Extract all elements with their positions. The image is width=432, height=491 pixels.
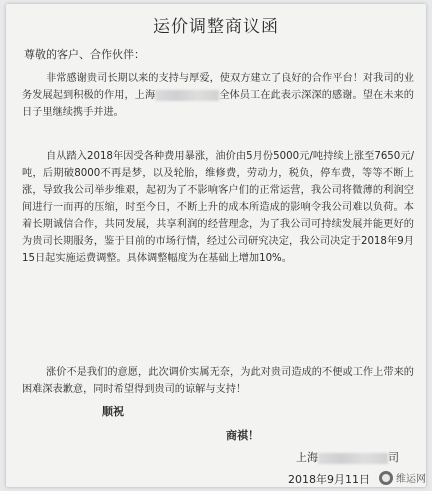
letter-date: 2018年9月11日 xyxy=(288,473,370,486)
closing-regards: 商祺！ xyxy=(226,429,259,442)
greeting: 尊敬的客户、合作伙伴： xyxy=(24,48,145,61)
circle-logo-icon xyxy=(379,471,393,485)
closing-wishes: 顺祝 xyxy=(102,405,124,418)
company-suffix: 司 xyxy=(388,451,399,464)
letter-paper xyxy=(6,4,426,487)
paragraph-apology: 涨价不是我们的意愿，此次调价实属无奈，为此对贵司造成的不便或工作上带来的困难深表歉意，同时希望得到贵司的谅解与支持！ xyxy=(22,367,414,395)
company-prefix: 上海 xyxy=(296,451,318,464)
redacted-company-signature xyxy=(318,453,388,464)
watermark xyxy=(379,470,426,485)
paragraph-thanks-end: 全体员工在此表示深深的感谢。望在未来的日子里继续携手并进。 xyxy=(22,90,414,118)
letter-title: 运价调整商议函 xyxy=(153,17,279,37)
watermark-text: 维运网 xyxy=(396,474,426,485)
paragraph-thanks-start: 非常感谢贵司长期以来的支持与厚爱，使双方建立了良好的合作平台！对我司的业务发展起到积极的作用，上海 xyxy=(22,73,414,101)
redacted-company-name xyxy=(155,90,219,101)
signature-company xyxy=(296,449,399,465)
paragraph-thanks xyxy=(22,70,414,121)
paragraph-price-adjustment: 自从踏入2018年因受各种费用暴涨，油价由5月份5000元/吨持续上涨至7650元/吨，后期破8000不再是梦，以及轮胎，维修费，劳动力，税负，停车费，等等不断上涨，导致我公司举步维艰，起初为了不影响客户们的正常运营，我公司将微薄的利润空间进行一而再的压缩，时至今日，不断上升的成本所造成的影响令我公司难以负荷。本着长期诚信合作，共同发展，共享利润的经营理念，为了我公司可持续发展并能更好的为贵司长期服务，鉴于目前的市场行情，经过公司研究决定，我公司决定于2018年9月15日起实施运费调整。具体调整幅度为在基础上增加10%。 xyxy=(22,151,414,264)
